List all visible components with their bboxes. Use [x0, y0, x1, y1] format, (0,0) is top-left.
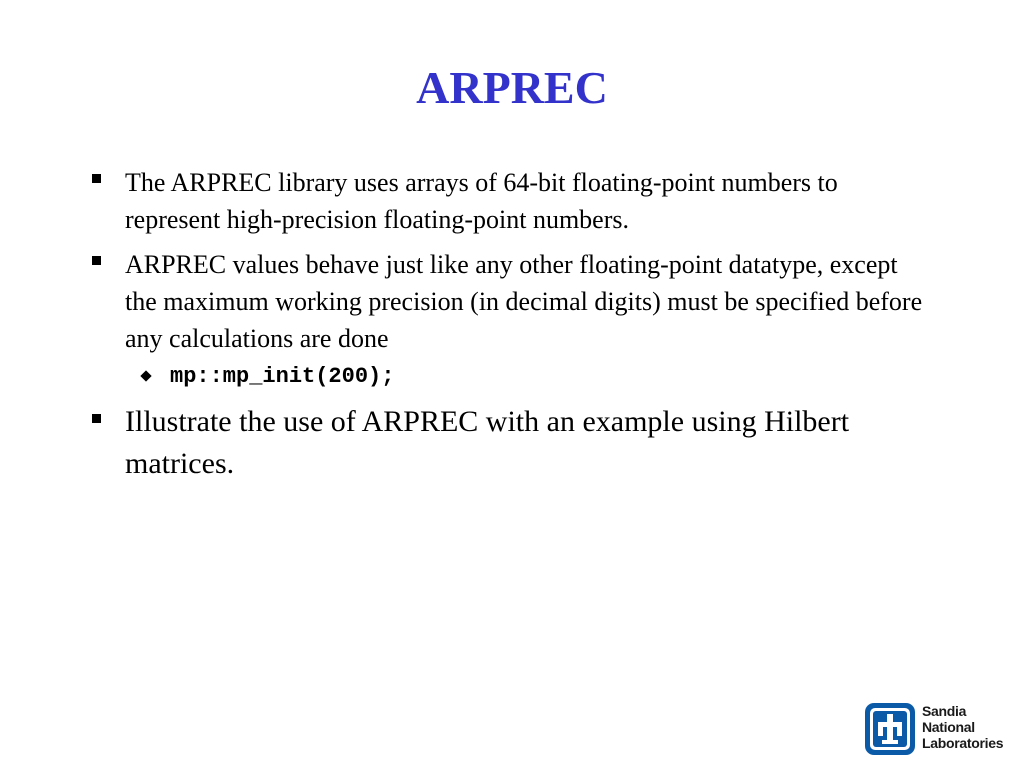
- bullet-text: Illustrate the use of ARPREC with an example using Hilbert matrices.: [125, 405, 850, 480]
- code-snippet: mp::mp_init(200);: [170, 364, 395, 389]
- bullet-text: ARPREC values behave just like any other floating-point datatype, except the maximum working precision (in decimal digits) must be specified before any calculations are done: [125, 250, 923, 353]
- square-bullet-icon: [92, 256, 101, 265]
- logo-text: [922, 703, 1003, 751]
- bullet-list: [88, 164, 928, 485]
- slide-title: ARPREC: [416, 62, 608, 113]
- square-bullet-icon: [92, 414, 101, 423]
- logo-line: National: [922, 719, 975, 735]
- bullet-item: [88, 164, 928, 238]
- sub-bullet-item: [140, 362, 928, 392]
- sandia-thunderbird-icon: [864, 702, 916, 756]
- logo-line: Sandia: [922, 703, 967, 719]
- logo-line: Laboratories: [922, 735, 1004, 751]
- square-bullet-icon: [92, 174, 101, 183]
- diamond-bullet-icon: [140, 370, 151, 381]
- bullet-text: The ARPREC library uses arrays of 64-bit floating-point numbers to represent high-precision floating-point numbers.: [125, 168, 838, 234]
- bullet-item: [88, 246, 928, 357]
- sandia-logo: [864, 702, 1006, 756]
- bullet-item: [88, 401, 928, 485]
